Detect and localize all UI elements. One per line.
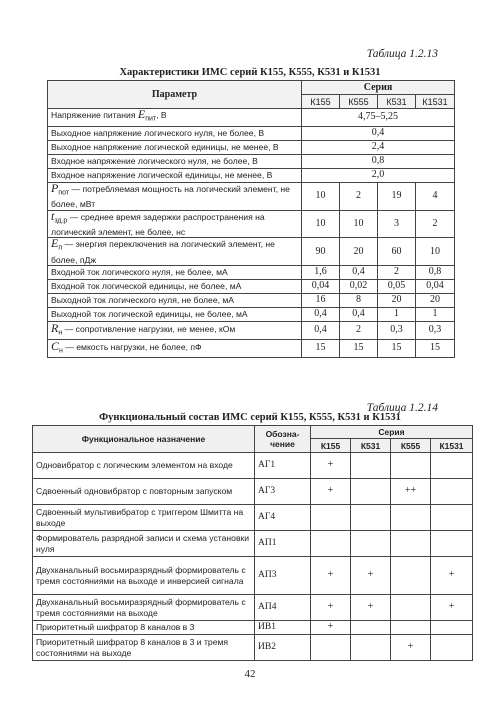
series-col-header: К155 <box>311 439 351 453</box>
param-symbol: P <box>51 182 59 195</box>
value-cell: 2,0 <box>302 169 455 183</box>
page-number: 42 <box>244 668 256 680</box>
mark-cell: + <box>311 621 351 635</box>
table2-caption: Таблица 1.2.14 <box>366 402 438 414</box>
table-row <box>33 621 473 635</box>
mark-cell <box>431 479 473 505</box>
mark-cell <box>351 531 391 557</box>
param-symbol-sub: пит <box>145 116 157 124</box>
value-cell: 0,8 <box>416 266 455 280</box>
func-cell: Приоритетный шифратор 8 каналов в 3 и тремя состояниями на выходе <box>33 635 255 661</box>
mark-cell: + <box>311 453 351 479</box>
func-cell: Двухканальный восьмиразрядный формирователь с тремя состояниями на выходе и инверсией сигнала <box>33 557 255 595</box>
mark-cell <box>391 595 431 621</box>
table-row <box>48 322 455 340</box>
func-cell: Сдвоенный одновибратор с повторным запуском <box>33 479 255 505</box>
param-cell <box>48 210 302 238</box>
param-symbol-sub: пот <box>58 189 70 197</box>
series-col-header: К555 <box>391 439 431 453</box>
value-cell: 2 <box>340 322 378 340</box>
param-cell <box>48 308 302 322</box>
param-label: Входной ток логической единицы, не более, мА <box>51 281 242 292</box>
table-row <box>48 155 455 169</box>
characteristics-table <box>47 80 455 358</box>
param-cell <box>48 280 302 294</box>
value-cell: 2 <box>416 210 455 238</box>
mark-cell: + <box>311 557 351 595</box>
series-header: Серия <box>302 81 455 95</box>
series-header: Серия <box>311 426 473 439</box>
value-cell: 15 <box>340 340 378 358</box>
mark-cell: + <box>391 635 431 661</box>
series-col-header: К555 <box>340 95 378 109</box>
value-cell: 10 <box>302 210 340 238</box>
table1-caption: Таблица 1.2.13 <box>366 48 438 60</box>
table-row <box>48 294 455 308</box>
mark-cell <box>391 557 431 595</box>
table-row <box>48 210 455 238</box>
mark-cell <box>431 453 473 479</box>
value-cell: 0,8 <box>302 155 455 169</box>
func-cell: Двухканальный восьмиразрядный формирователь с тремя состояниями на выходе <box>33 595 255 621</box>
param-label: Входное напряжение логической единицы, не менее, В <box>51 170 273 181</box>
value-cell: 90 <box>302 238 340 266</box>
mark-cell <box>391 453 431 479</box>
value-cell: 16 <box>302 294 340 308</box>
param-cell <box>48 183 302 211</box>
param-cell <box>48 141 302 155</box>
param-header: Параметр <box>48 81 302 109</box>
value-cell: 4,75–5,25 <box>302 109 455 127</box>
value-cell: 0,04 <box>302 280 340 294</box>
param-cell <box>48 155 302 169</box>
mark-cell <box>351 635 391 661</box>
param-cell <box>48 266 302 280</box>
code-cell: ИВ1 <box>255 621 311 635</box>
table-row <box>48 141 455 155</box>
mark-cell <box>431 505 473 531</box>
mark-cell: + <box>351 595 391 621</box>
func-cell: Формирователь разрядной записи и схема установки нуля <box>33 531 255 557</box>
series-col-header: К155 <box>302 95 340 109</box>
code-cell: АП4 <box>255 595 311 621</box>
table-row <box>48 169 455 183</box>
table-row <box>48 308 455 322</box>
param-symbol-sub: зд.р <box>54 217 68 225</box>
param-cell <box>48 294 302 308</box>
value-cell: 0,02 <box>340 280 378 294</box>
param-label: — сопротивление нагрузки, не менее, кОм <box>62 323 236 334</box>
param-unit: , В <box>156 110 167 121</box>
value-cell: 10 <box>302 183 340 211</box>
mark-cell <box>351 621 391 635</box>
func-cell: Сдвоенный мультивибратор с триггером Шмитта на выходе <box>33 505 255 531</box>
value-cell: 0,4 <box>302 322 340 340</box>
param-cell <box>48 322 302 340</box>
value-cell: 1 <box>416 308 455 322</box>
value-cell: 19 <box>378 183 416 211</box>
value-cell: 20 <box>340 238 378 266</box>
param-symbol-sub: п <box>58 245 63 253</box>
series-col-header: К531 <box>378 95 416 109</box>
param-label: Выходное напряжение логической единицы, не менее, В <box>51 142 279 153</box>
functional-table <box>32 425 473 661</box>
table1-title: Характеристики ИМС серий К155, К555, К531 и К1531 <box>119 67 381 78</box>
param-cell <box>48 238 302 266</box>
value-cell: 0,4 <box>340 266 378 280</box>
value-cell: 3 <box>378 210 416 238</box>
value-cell: 15 <box>378 340 416 358</box>
value-cell: 15 <box>302 340 340 358</box>
mark-cell <box>391 531 431 557</box>
table-row <box>48 109 455 127</box>
param-symbol: C <box>51 339 60 353</box>
param-label: Выходное напряжение логического нуля, не более, В <box>51 128 265 139</box>
param-cell <box>48 127 302 141</box>
value-cell: 0,4 <box>302 127 455 141</box>
mark-cell <box>311 531 351 557</box>
mark-cell <box>431 621 473 635</box>
table-row <box>48 266 455 280</box>
table-row <box>48 238 455 266</box>
table-row <box>33 479 473 505</box>
value-cell: 10 <box>416 238 455 266</box>
mark-cell: ++ <box>391 479 431 505</box>
mark-cell <box>431 531 473 557</box>
mark-cell <box>391 621 431 635</box>
value-cell: 1,6 <box>302 266 340 280</box>
value-cell: 0,04 <box>416 280 455 294</box>
func-cell: Одновибратор с логическим элементом на входе <box>33 453 255 479</box>
param-symbol-sub: н <box>58 329 63 337</box>
table-row <box>48 340 455 358</box>
param-label: — энергия переключения на логический элемент, не более, пДж <box>51 239 275 265</box>
mark-cell: + <box>431 557 473 595</box>
value-cell: 8 <box>340 294 378 308</box>
value-cell: 0,4 <box>340 308 378 322</box>
param-symbol: R <box>51 321 59 335</box>
value-cell: 15 <box>416 340 455 358</box>
value-cell: 0,05 <box>378 280 416 294</box>
mark-cell <box>351 453 391 479</box>
param-symbol: E <box>51 237 59 251</box>
table2-title: Функциональный состав ИМС серий К155, К555, К531 и К1531 <box>99 412 401 423</box>
value-cell: 60 <box>378 238 416 266</box>
mark-cell <box>351 505 391 531</box>
value-cell: 20 <box>378 294 416 308</box>
mark-cell <box>351 479 391 505</box>
table-row <box>33 635 473 661</box>
code-cell: АГ4 <box>255 505 311 531</box>
value-cell: 4 <box>416 183 455 211</box>
code-cell: ИВ2 <box>255 635 311 661</box>
mark-cell: + <box>351 557 391 595</box>
value-cell: 10 <box>340 210 378 238</box>
series-col-header: К1531 <box>431 439 473 453</box>
param-label: — среднее время задержки распространения на логический элемент, не более, нс <box>51 211 265 237</box>
mark-cell <box>311 635 351 661</box>
table-row <box>33 557 473 595</box>
code-cell: АГ1 <box>255 453 311 479</box>
param-label: Выходной ток логической единицы, не более, мА <box>51 309 248 320</box>
mark-cell <box>431 635 473 661</box>
param-label: Входной ток логического нуля, не более, мА <box>51 267 228 278</box>
param-label: Напряжение питания <box>51 110 136 121</box>
value-cell: 0,3 <box>416 322 455 340</box>
mark-cell: + <box>311 595 351 621</box>
mark-cell: + <box>431 595 473 621</box>
param-cell <box>48 109 302 127</box>
param-cell <box>48 169 302 183</box>
value-cell: 0,4 <box>302 308 340 322</box>
code-cell: АП1 <box>255 531 311 557</box>
value-cell: 2 <box>378 266 416 280</box>
value-cell: 20 <box>416 294 455 308</box>
mark-cell: + <box>311 479 351 505</box>
table-row <box>48 280 455 294</box>
param-symbol: E <box>137 108 146 122</box>
table-row <box>48 127 455 141</box>
series-col-header: К531 <box>351 439 391 453</box>
value-cell: 1 <box>378 308 416 322</box>
mark-cell <box>391 505 431 531</box>
code-header: Обозна- чение <box>255 426 311 453</box>
param-label: Выходной ток логического нуля, не более, мА <box>51 295 235 306</box>
mark-cell <box>311 505 351 531</box>
param-symbol: t <box>51 210 55 223</box>
func-cell: Приоритетный шифратор 8 каналов в 3 <box>33 621 255 635</box>
param-label: Входное напряжение логического нуля, не более, В <box>51 156 258 167</box>
table-row <box>33 505 473 531</box>
table-row <box>48 183 455 211</box>
param-label: — потребляемая мощность на логический элемент, не более, мВт <box>51 184 290 210</box>
param-label: — емкость нагрузки, не более, пФ <box>62 341 202 352</box>
table-row <box>33 453 473 479</box>
param-symbol-sub: н <box>59 347 63 355</box>
code-cell: АГ3 <box>255 479 311 505</box>
series-col-header: К1531 <box>416 95 455 109</box>
code-cell: АП3 <box>255 557 311 595</box>
table-row <box>33 531 473 557</box>
table-row <box>33 595 473 621</box>
value-cell: 2 <box>340 183 378 211</box>
value-cell: 0,3 <box>378 322 416 340</box>
param-cell <box>48 340 302 358</box>
func-header: Функциональное назначение <box>33 426 255 453</box>
value-cell: 2,4 <box>302 141 455 155</box>
